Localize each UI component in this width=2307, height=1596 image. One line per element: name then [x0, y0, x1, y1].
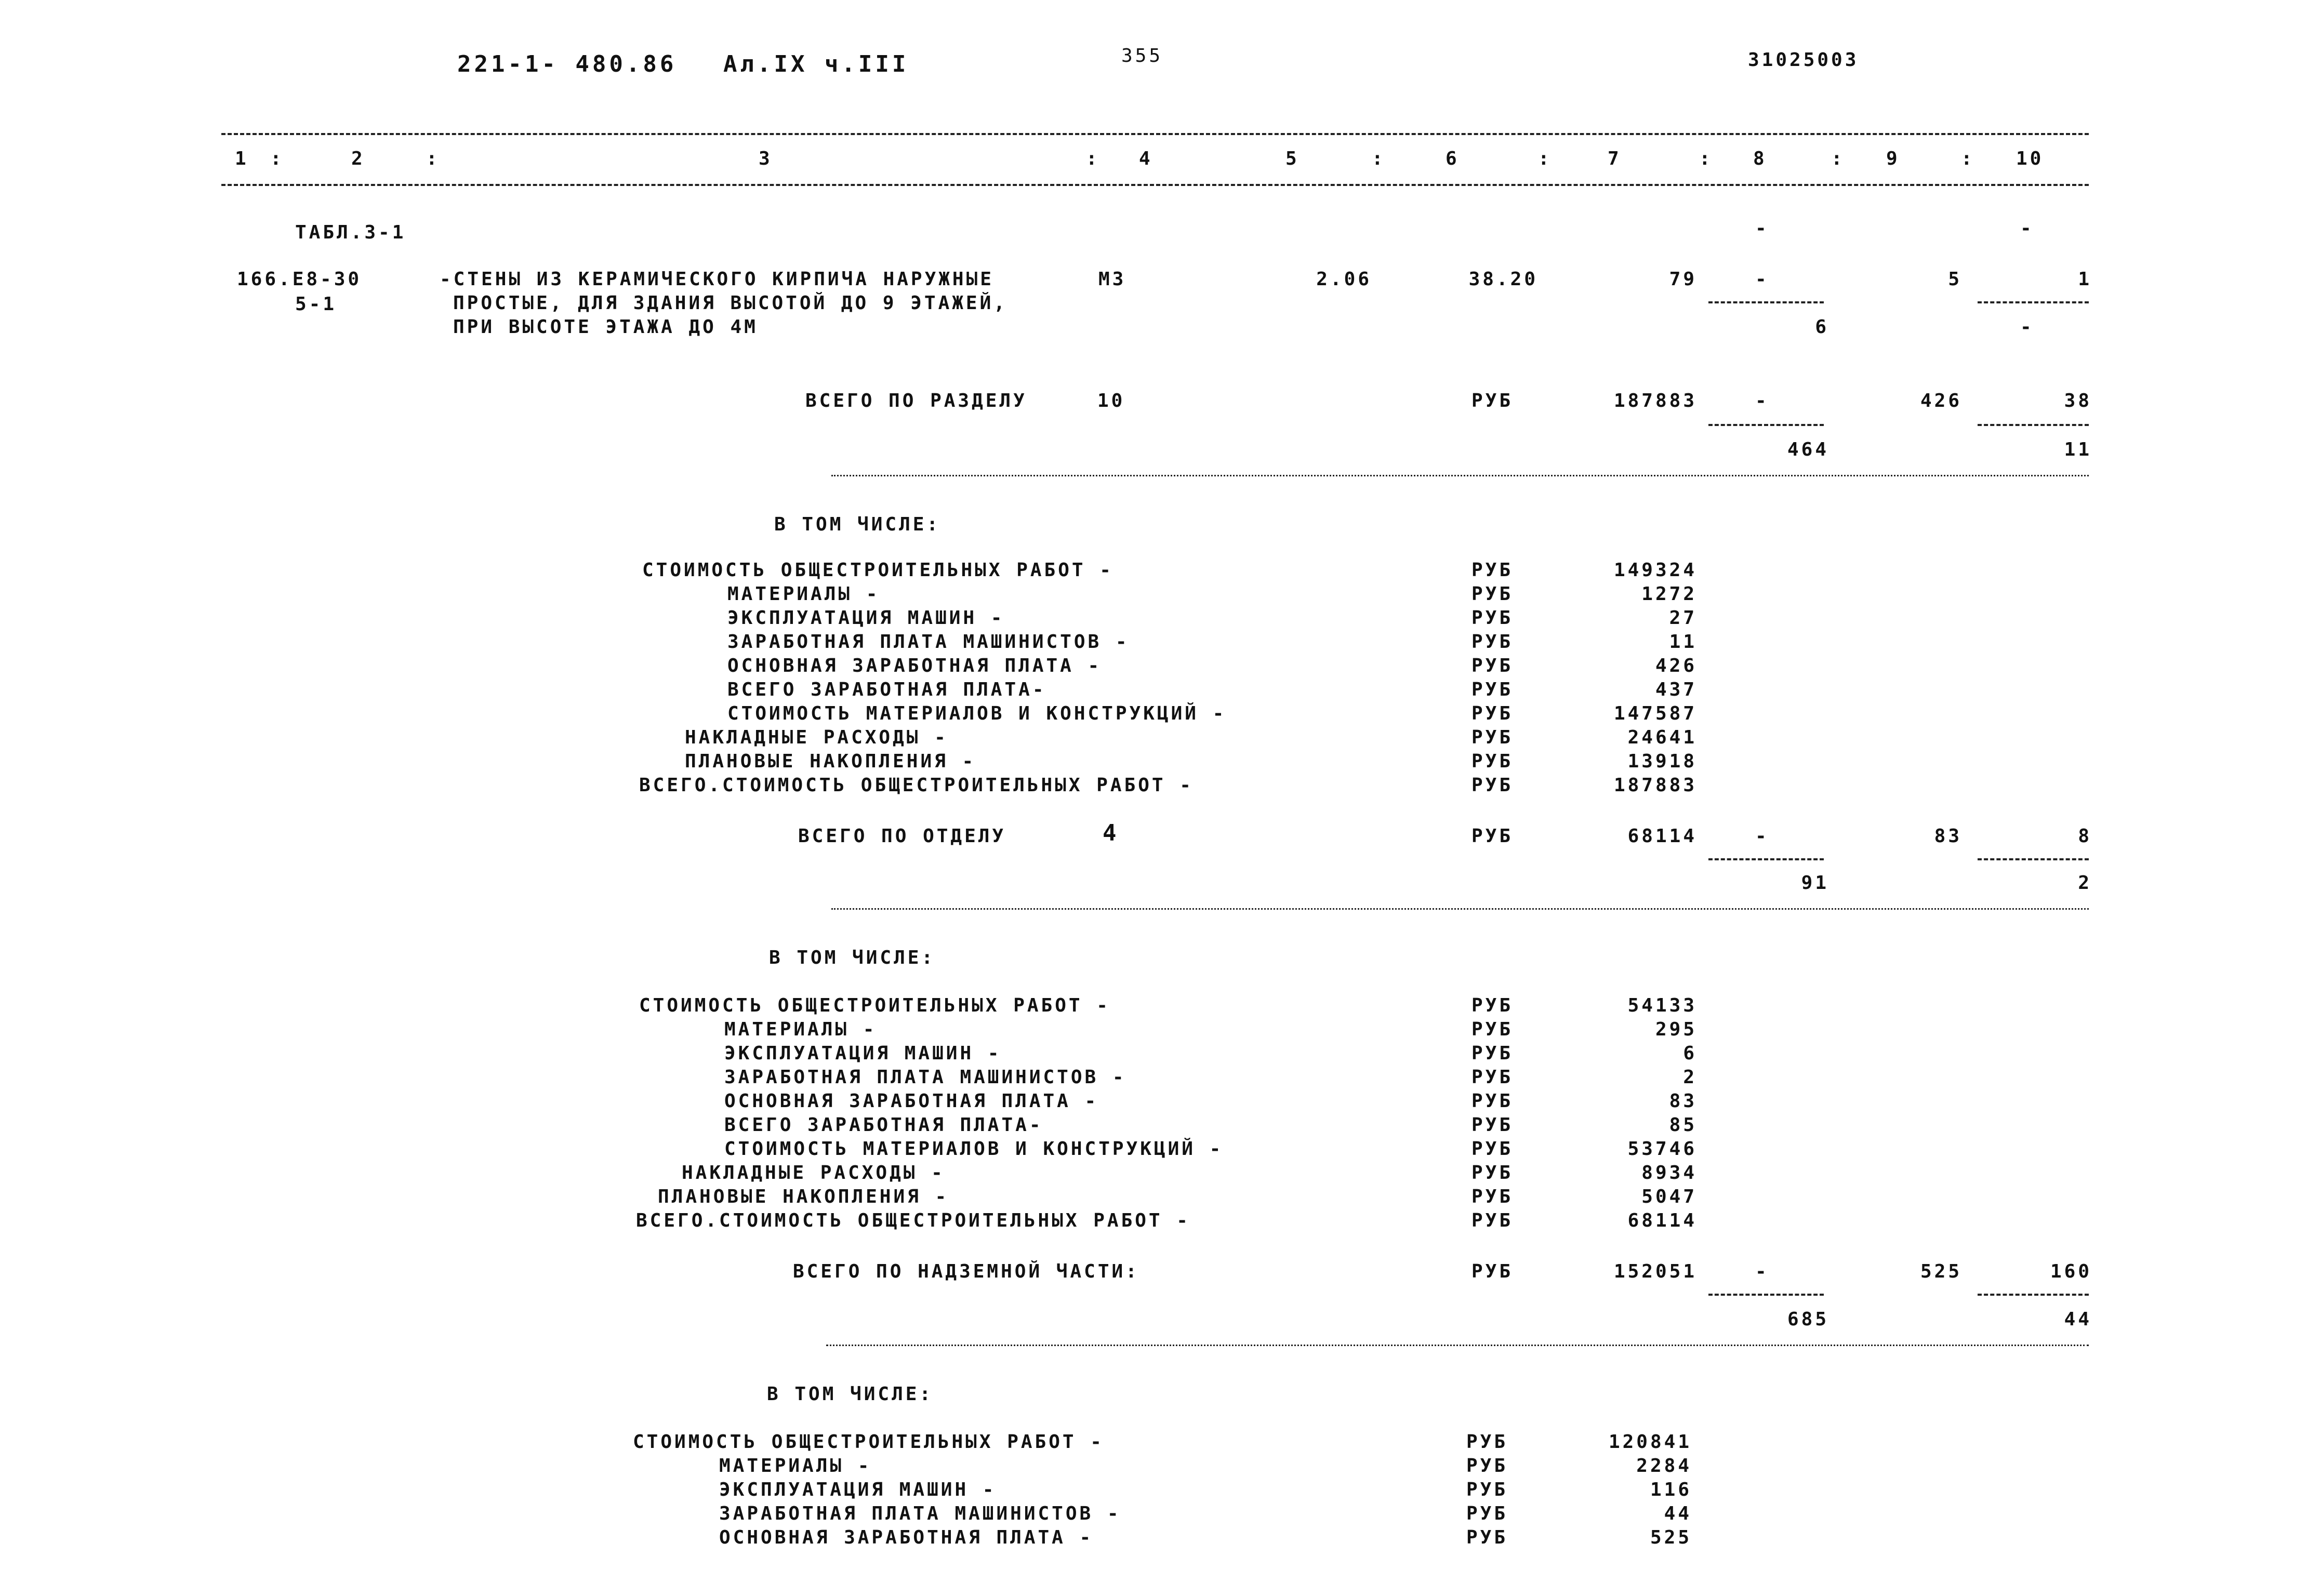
document-code: 221-1- 480.86 — [457, 51, 677, 77]
breakdown-label: ВСЕГО ЗАРАБОТНАЯ ПЛАТА- — [724, 1114, 1043, 1136]
item-col9: 5 — [1948, 269, 1962, 290]
breakdown-unit: РУБ — [1471, 775, 1514, 796]
breakdown-unit: РУБ — [1471, 751, 1514, 772]
header-top-rule — [221, 133, 2089, 135]
item-unit-price: 38.20 — [1468, 269, 1538, 290]
above-ground-total: 152051 — [1613, 1261, 1697, 1282]
breakdown-label: МАТЕРИАЛЫ - — [719, 1455, 872, 1477]
col-separator: : — [1699, 148, 1713, 169]
fraction-rule — [1978, 424, 2089, 426]
fraction-rule — [1708, 1294, 1824, 1296]
breakdown-label: ОСНОВНАЯ ЗАРАБОТНАЯ ПЛАТА - — [719, 1527, 1094, 1548]
page-number: 355 — [1121, 45, 1163, 66]
breakdown-label: НАКЛАДНЫЕ РАСХОДЫ - — [685, 727, 948, 748]
breakdown-unit: РУБ — [1471, 1090, 1514, 1112]
section-total-title: ВСЕГО ПО РАЗДЕЛУ — [805, 390, 1027, 411]
breakdown-unit: РУБ — [1471, 703, 1514, 724]
breakdown-unit: РУБ — [1471, 1114, 1514, 1136]
item-unit: М3 — [1098, 269, 1126, 290]
section-separator — [826, 1345, 2089, 1346]
col-7: 7 — [1608, 148, 1622, 169]
fraction-rule — [1708, 424, 1824, 426]
breakdown-value: 44 — [1664, 1503, 1692, 1524]
section-col9: 426 — [1920, 390, 1962, 411]
breakdown-unit: РУБ — [1466, 1503, 1508, 1524]
breakdown-label: ЭКСПЛУАТАЦИЯ МАШИН - — [727, 607, 1005, 629]
breakdown-value: 27 — [1669, 607, 1697, 629]
dash-mark: - — [2020, 218, 2034, 239]
department-col8-top: - — [1755, 826, 1769, 847]
item-code: 166.Е8-30 — [237, 269, 362, 290]
breakdown-value: 6 — [1683, 1043, 1697, 1064]
item-description: ПРИ ВЫСОТЕ ЭТАЖА ДО 4М — [453, 316, 758, 338]
breakdown-value: 2 — [1683, 1067, 1697, 1088]
breakdown-value: 68114 — [1627, 1210, 1697, 1231]
breakdown-label: ЗАРАБОТНАЯ ПЛАТА МАШИНИСТОВ - — [724, 1067, 1126, 1088]
section-col10-top: 38 — [2064, 390, 2092, 411]
department-unit: РУБ — [1471, 826, 1514, 847]
breakdown-value: 437 — [1655, 679, 1697, 700]
item-col8-bottom: 6 — [1815, 316, 1829, 338]
section-total: 187883 — [1613, 390, 1697, 411]
breakdown-value: 85 — [1669, 1114, 1697, 1136]
breakdown-unit: РУБ — [1471, 1067, 1514, 1088]
breakdown-value: 116 — [1650, 1479, 1692, 1500]
above-ground-unit: РУБ — [1471, 1261, 1514, 1282]
breakdown-value: 1272 — [1641, 583, 1697, 605]
col-separator: : — [1538, 148, 1552, 169]
col-separator: : — [1961, 148, 1975, 169]
breakdown-value: 5047 — [1641, 1186, 1697, 1207]
item-col10-bottom: - — [2020, 316, 2034, 338]
breakdown-unit: РУБ — [1466, 1455, 1508, 1477]
breakdown-unit: РУБ — [1466, 1527, 1508, 1548]
above-ground-col8-bottom: 685 — [1787, 1309, 1829, 1330]
col-3: 3 — [759, 148, 773, 169]
breakdown-unit: РУБ — [1471, 655, 1514, 676]
breakdown-value: 13918 — [1627, 751, 1697, 772]
breakdown-label: ЭКСПЛУАТАЦИЯ МАШИН - — [719, 1479, 997, 1500]
breakdown-label: ОСНОВНАЯ ЗАРАБОТНАЯ ПЛАТА - — [724, 1090, 1099, 1112]
department-col8-bottom: 91 — [1801, 872, 1829, 894]
table-reference: ТАБЛ.3-1 — [295, 222, 406, 243]
above-ground-col10-top: 160 — [2050, 1261, 2092, 1282]
section-separator — [831, 908, 2089, 910]
document-number: 31025003 — [1748, 49, 1859, 71]
breakdown-unit: РУБ — [1471, 1019, 1514, 1040]
col-separator: : — [270, 148, 284, 169]
col-9: 9 — [1886, 148, 1900, 169]
section-number: 10 — [1097, 390, 1125, 411]
breakdown-label: НАКЛАДНЫЕ РАСХОДЫ - — [682, 1162, 945, 1183]
section-unit: РУБ — [1471, 390, 1514, 411]
breakdown-value: 24641 — [1627, 727, 1697, 748]
album-reference: Ал.IX ч.III — [723, 51, 909, 77]
section-col10-bottom: 11 — [2064, 439, 2092, 460]
fraction-rule — [1708, 858, 1824, 860]
breakdown-unit: РУБ — [1471, 679, 1514, 700]
col-6: 6 — [1446, 148, 1460, 169]
breakdown-value: 149324 — [1613, 560, 1697, 581]
breakdown-value: 11 — [1669, 631, 1697, 653]
breakdown-unit: РУБ — [1471, 631, 1514, 653]
breakdown-unit: РУБ — [1471, 727, 1514, 748]
breakdown-value: 54133 — [1627, 995, 1697, 1016]
col-5: 5 — [1285, 148, 1300, 169]
col-separator: : — [1372, 148, 1386, 169]
breakdown-label: МАТЕРИАЛЫ - — [724, 1019, 877, 1040]
section-col8-top: - — [1755, 390, 1769, 411]
department-col10-bottom: 2 — [2078, 872, 2092, 894]
breakdown-unit: РУБ — [1471, 1138, 1514, 1160]
breakdown-unit: РУБ — [1471, 1043, 1514, 1064]
item-col10-top: 1 — [2078, 269, 2092, 290]
col-separator: : — [1831, 148, 1845, 169]
fraction-rule — [1708, 301, 1824, 303]
col-separator: : — [426, 148, 440, 169]
item-description: ПРОСТЫЕ, ДЛЯ ЗДАНИЯ ВЫСОТОЙ ДО 9 ЭТАЖЕЙ, — [453, 292, 1007, 314]
above-ground-col9: 525 — [1920, 1261, 1962, 1282]
breakdown-unit: РУБ — [1466, 1431, 1508, 1453]
breakdown-value: 120841 — [1608, 1431, 1692, 1453]
breakdown-label: ПЛАНОВЫЕ НАКОПЛЕНИЯ - — [685, 751, 976, 772]
including-label: В ТОМ ЧИСЛЕ: — [769, 947, 936, 968]
breakdown-label: СТОИМОСТЬ МАТЕРИАЛОВ И КОНСТРУКЦИЙ - — [727, 703, 1227, 724]
col-10: 10 — [2016, 148, 2044, 169]
department-number: 4 — [1103, 820, 1119, 846]
above-ground-col10-bottom: 44 — [2064, 1309, 2092, 1330]
breakdown-label: ВСЕГО.СТОИМОСТЬ ОБЩЕСТРОИТЕЛЬНЫХ РАБОТ - — [636, 1210, 1190, 1231]
breakdown-unit: РУБ — [1471, 1186, 1514, 1207]
breakdown-value: 8934 — [1641, 1162, 1697, 1183]
item-description: -СТЕНЫ ИЗ КЕРАМИЧЕСКОГО КИРПИЧА НАРУЖНЫЕ — [440, 269, 994, 290]
department-total-title: ВСЕГО ПО ОТДЕЛУ — [798, 826, 1006, 847]
breakdown-label: ЭКСПЛУАТАЦИЯ МАШИН - — [724, 1043, 1002, 1064]
col-1: 1 — [235, 148, 249, 169]
fraction-rule — [1978, 1294, 2089, 1296]
col-separator: : — [1086, 148, 1100, 169]
breakdown-label: ЗАРАБОТНАЯ ПЛАТА МАШИНИСТОВ - — [719, 1503, 1121, 1524]
fraction-rule — [1978, 301, 2089, 303]
breakdown-value: 525 — [1650, 1527, 1692, 1548]
breakdown-unit: РУБ — [1471, 1162, 1514, 1183]
header-bottom-rule — [221, 184, 2089, 186]
breakdown-label: МАТЕРИАЛЫ - — [727, 583, 880, 605]
breakdown-label: СТОИМОСТЬ ОБЩЕСТРОИТЕЛЬНЫХ РАБОТ - — [639, 995, 1110, 1016]
breakdown-unit: РУБ — [1471, 1210, 1514, 1231]
above-ground-total-title: ВСЕГО ПО НАДЗЕМНОЙ ЧАСТИ: — [793, 1261, 1139, 1282]
col-4: 4 — [1139, 148, 1153, 169]
breakdown-value: 83 — [1669, 1090, 1697, 1112]
breakdown-label: ВСЕГО.СТОИМОСТЬ ОБЩЕСТРОИТЕЛЬНЫХ РАБОТ - — [639, 775, 1194, 796]
fraction-rule — [1978, 858, 2089, 860]
breakdown-unit: РУБ — [1471, 583, 1514, 605]
breakdown-unit: РУБ — [1471, 607, 1514, 629]
col-2: 2 — [351, 148, 365, 169]
breakdown-label: ОСНОВНАЯ ЗАРАБОТНАЯ ПЛАТА - — [727, 655, 1102, 676]
item-total: 79 — [1669, 269, 1697, 290]
item-code-sub: 5-1 — [295, 294, 337, 315]
breakdown-value: 295 — [1655, 1019, 1697, 1040]
breakdown-label: СТОИМОСТЬ МАТЕРИАЛОВ И КОНСТРУКЦИЙ - — [724, 1138, 1224, 1160]
breakdown-unit: РУБ — [1471, 560, 1514, 581]
breakdown-value: 147587 — [1613, 703, 1697, 724]
breakdown-label: СТОИМОСТЬ ОБЩЕСТРОИТЕЛЬНЫХ РАБОТ - — [642, 560, 1113, 581]
above-ground-col8-top: - — [1755, 1261, 1769, 1282]
breakdown-value: 2284 — [1636, 1455, 1692, 1477]
breakdown-unit: РУБ — [1471, 995, 1514, 1016]
col-8: 8 — [1753, 148, 1767, 169]
including-label: В ТОМ ЧИСЛЕ: — [774, 514, 941, 535]
department-col9: 83 — [1934, 826, 1962, 847]
breakdown-value: 426 — [1655, 655, 1697, 676]
department-col10-top: 8 — [2078, 826, 2092, 847]
breakdown-label: ВСЕГО ЗАРАБОТНАЯ ПЛАТА- — [727, 679, 1046, 700]
dash-mark: - — [1755, 218, 1769, 239]
breakdown-label: ПЛАНОВЫЕ НАКОПЛЕНИЯ - — [658, 1186, 949, 1207]
section-col8-bottom: 464 — [1787, 439, 1829, 460]
including-label: В ТОМ ЧИСЛЕ: — [767, 1384, 934, 1405]
department-total: 68114 — [1627, 826, 1697, 847]
item-col8-top: - — [1755, 269, 1769, 290]
section-separator — [831, 475, 2089, 476]
breakdown-value: 53746 — [1627, 1138, 1697, 1160]
breakdown-label: СТОИМОСТЬ ОБЩЕСТРОИТЕЛЬНЫХ РАБОТ - — [633, 1431, 1104, 1453]
breakdown-label: ЗАРАБОТНАЯ ПЛАТА МАШИНИСТОВ - — [727, 631, 1130, 653]
breakdown-value: 187883 — [1613, 775, 1697, 796]
item-quantity: 2.06 — [1316, 269, 1372, 290]
breakdown-unit: РУБ — [1466, 1479, 1508, 1500]
